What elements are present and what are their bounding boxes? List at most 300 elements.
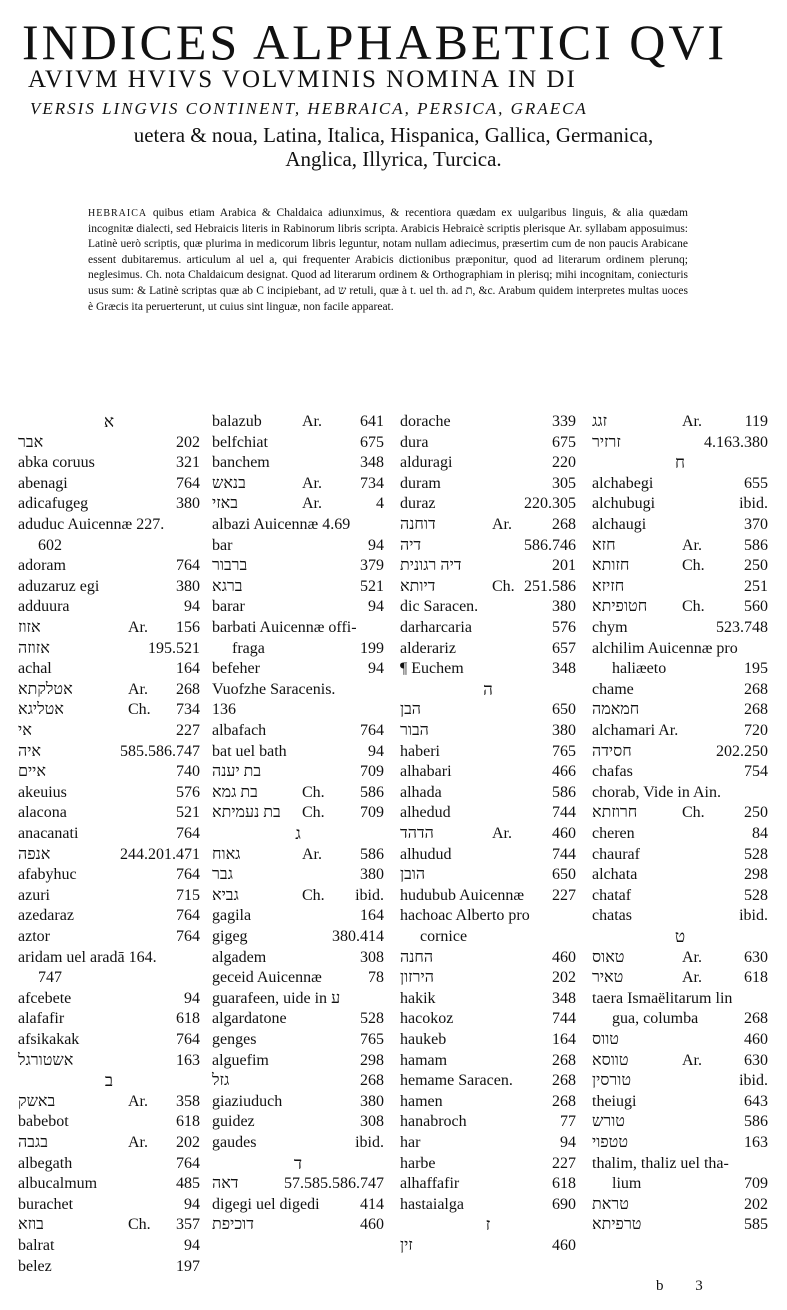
entry-page-number: 195 [744,660,768,677]
entry-page-number: 715 [176,887,200,904]
index-entry [18,783,200,803]
entry-page-number: 339 [552,413,576,430]
index-entry [18,886,200,906]
index-entry [592,639,768,659]
index-entry [592,948,768,968]
entry-page-number: 348 [552,660,576,677]
index-entry [400,721,576,741]
entry-term: זרזיר [592,434,621,451]
entry-page-number: 380.414 [332,928,384,945]
index-entry [18,536,200,556]
entry-term: hanabroch [400,1113,467,1130]
entry-page-number: 744 [552,1010,576,1027]
entry-page-number: 485 [176,1175,200,1192]
entry-term: אזוזה [18,640,50,657]
index-entry [400,1030,576,1050]
entry-page-number: 585 [744,1216,768,1233]
entry-language-tag: Ar. [302,413,322,430]
index-entry [400,948,576,968]
entry-page-number: 460 [552,949,576,966]
index-entry [18,659,200,679]
entry-term: haliæeto [612,660,667,677]
entry-term: balrat [18,1237,55,1254]
entry-page-number: 94 [368,598,384,615]
entry-page-number: 94 [560,1134,576,1151]
entry-term: afabyhuc [18,866,77,883]
entry-term: gaudes [212,1134,257,1151]
entry-page-number: 268 [176,681,200,698]
entry-term: אנפה [18,846,51,863]
index-entry [18,803,200,823]
entry-page-number: 197 [176,1258,200,1275]
entry-term: babebot [18,1113,69,1130]
entry-term: דוחנה [400,516,436,533]
index-entry [212,515,384,535]
entry-term: בנאש [212,475,246,492]
entry-term: דיה רגונית [400,557,462,574]
entry-page-number: 528 [360,1010,384,1027]
index-entry [212,845,384,865]
entry-page-number: 250 [744,557,768,574]
index-entry [212,680,384,700]
entry-term: אזוז [18,619,41,636]
entry-term: החנה [400,949,434,966]
entry-page-number: 94 [368,660,384,677]
entry-term: ברבור [212,557,248,574]
entry-page-number: 202 [744,1196,768,1213]
index-entry [18,1154,200,1174]
entry-term: alhudud [400,846,452,863]
entry-term: adduura [18,598,70,615]
entry-term: גזל [212,1072,230,1089]
entry-term: אשטורגל [18,1052,74,1069]
section-letter: ד [293,1154,303,1173]
index-entry [592,1215,768,1235]
entry-page-number: 586 [744,1113,768,1130]
entry-page-number: 77 [560,1113,576,1130]
entry-term: algardatone [212,1010,287,1027]
entry-language-tag: Ch. [302,887,325,904]
index-entry [400,1236,576,1256]
entry-term: טורסין [592,1072,631,1089]
entry-term: איה [18,743,41,760]
entry-page-number: 268 [552,1052,576,1069]
entry-page-number: 164 [552,1031,576,1048]
entry-term: alchamari Ar. [592,722,679,739]
entry-term: הירזון [400,969,434,986]
entry-term: טרפיתא [592,1216,642,1233]
section-letter: ה [483,680,493,699]
entry-term: adicafugeg [18,495,89,512]
section-letter: ח [674,453,686,472]
entry-page-number: 466 [552,763,576,780]
entry-term: chataf [592,887,632,904]
index-entry [592,618,768,638]
entry-term: דיותא [400,578,436,595]
entry-page-number: 657 [552,640,576,657]
entry-term: duraz [400,495,436,512]
entry-term: חזיזא [592,578,625,595]
index-entry [400,659,576,679]
index-entry [18,742,200,762]
entry-term: duram [400,475,441,492]
index-entry [592,865,768,885]
entry-term: albafach [212,722,267,739]
entry-language-tag: Ar. [302,846,322,863]
entry-term: alchubugi [592,495,656,512]
index-entry [400,453,576,473]
entry-page-number: 348 [552,990,576,1007]
index-entry [18,433,200,453]
index-entry [212,927,384,947]
entry-language-tag: Ar. [128,619,148,636]
index-entry [592,1154,768,1174]
entry-page-number: 650 [552,701,576,718]
entry-term: balazub [212,413,262,430]
entry-term: azedaraz [18,907,74,924]
entry-term: גאוח [212,846,241,863]
index-entry [212,989,384,1009]
entry-term: chafas [592,763,633,780]
index-entry [212,1133,384,1153]
entry-page-number: 643 [744,1093,768,1110]
index-entry [212,1071,384,1091]
entry-language-tag: Ar. [302,475,322,492]
entry-term: theiugi [592,1093,637,1110]
entry-term: hastaialga [400,1196,464,1213]
entry-page-number: 380 [176,578,200,595]
index-entry [400,803,576,823]
entry-page-number: 764 [176,1031,200,1048]
entry-term: abka coruus [18,454,95,471]
entry-page-number: 734 [176,701,200,718]
entry-term: lium [612,1175,642,1192]
index-entry [400,845,576,865]
entry-term: זגג [592,413,608,430]
index-entry [592,824,768,844]
index-entry [212,577,384,597]
entry-page-number: 119 [744,413,768,430]
index-entry [592,556,768,576]
index-entry [592,515,768,535]
index-entry [592,803,768,823]
entry-page-number: 764 [176,1155,200,1172]
entry-term: בגבה [18,1134,48,1151]
entry-page-number: 94 [184,990,200,1007]
index-entry [400,536,576,556]
entry-page-number: 202 [552,969,576,986]
entry-page-number: 521 [176,804,200,821]
index-entry [212,597,384,617]
entry-term: דאה [212,1175,239,1192]
entry-page-number: 201 [552,557,576,574]
entry-language-tag: Ch. [682,804,705,821]
entry-language-tag: Ar. [128,1093,148,1110]
entry-page-number: 720 [744,722,768,739]
entry-term: cornice [420,928,468,945]
entry-page-number: 268 [552,1093,576,1110]
entry-term: befeher [212,660,260,677]
entry-term: bat uel bath [212,743,287,760]
entry-page-number: 358 [176,1093,200,1110]
entry-term: hemame Saracen. [400,1072,513,1089]
entry-term: alchilim Auicennæ pro [592,640,738,657]
index-entry [400,1071,576,1091]
entry-page-number: 164 [360,907,384,924]
entry-term: alchaugi [592,516,647,533]
entry-page-number: 308 [360,949,384,966]
entry-term: חמאמה [592,701,640,718]
entry-page-number: 764 [176,825,200,842]
index-entry [212,1195,384,1215]
entry-page-number: 298 [744,866,768,883]
entry-page-number: 764 [176,475,200,492]
entry-term: belez [18,1258,52,1275]
entry-term: alchabegi [592,475,654,492]
index-entry [18,680,200,700]
index-entry [400,742,576,762]
entry-term: giaziuduch [212,1093,283,1110]
entry-page-number: 268 [744,701,768,718]
index-entry [592,1051,768,1071]
entry-page-number: 709 [744,1175,768,1192]
index-entry [18,1215,200,1235]
entry-language-tag: Ar. [682,949,702,966]
entry-term: afsikakak [18,1031,80,1048]
entry-term: 136 [212,701,236,718]
index-entry [400,700,576,720]
intro-text: quibus etiam Arabica & Chaldaica adiunximus, & recentiora quædam ex uulgaribus linguis, & alia quædam incognitæ dialecti, sed Hebraicis literis in Rabinorum libris scripta. Arabicis Hebraicè scriptis plerisque Ar. syllabam apposuimus: Latinè uerò scriptis, quæ plurima in medicorum libris leguntur, notam nullam adiecimus, præsertim cum de non paucis Arabicane essent dubitaremus. articulum al uel a, qui frequenter Arabicis dictionibus præponitur, quod ad literarum ordinem plerunq; neglesimus. Ch. nota Chaldaicum designat. Quod ad literarum ordinem & Orthographiam in plerisq; mihi incognitam, coniecturis usus sum: & Latinè scriptas quæ ab C incipiebant, ad ש retuli, quæ à t. uel th. ad ת, &c. Arabum quidem interpretes multas uoces è Græcis ita peruerterunt, ut cuius sint linguæ, non facile appareat. [88,207,688,313]
entry-term: alhabari [400,763,452,780]
entry-term: זין [400,1237,413,1254]
entry-page-number: 744 [552,804,576,821]
entry-page-number: 528 [744,887,768,904]
entry-page-number: 618 [552,1175,576,1192]
entry-page-number: 268 [552,516,576,533]
entry-page-number: 641 [360,413,384,430]
entry-page-number: 268 [360,1072,384,1089]
section-letter: ז [485,1215,491,1234]
entry-page-number: 655 [744,475,768,492]
index-entry [592,433,768,453]
entry-language-tag: Ar. [492,825,512,842]
entry-page-number: 195.521 [148,640,200,657]
entry-term: alhedud [400,804,451,821]
index-entry [18,1112,200,1132]
entry-page-number: 734 [360,475,384,492]
index-entry [400,556,576,576]
entry-page-number: 370 [744,516,768,533]
entry-term: hudubub Auicennæ [400,887,524,904]
entry-term: dura [400,434,429,451]
entry-term: guarafeen, uide in ע [212,990,341,1007]
index-entry [212,968,384,988]
index-entry [18,824,200,844]
entry-term: חזא [592,537,616,554]
entry-term: afcebete [18,990,72,1007]
entry-term: hacokoz [400,1010,454,1027]
index-entry [18,865,200,885]
entry-language-tag: Ch. [128,1216,151,1233]
entry-term: akeuius [18,784,67,801]
index-entry [400,639,576,659]
entry-term: bar [212,537,233,554]
index-entry [592,906,768,926]
index-entry [592,886,768,906]
index-entry [400,1174,576,1194]
entry-term: 602 [38,537,62,554]
entry-page-number: 268 [552,1072,576,1089]
entry-page-number: 380 [552,722,576,739]
entry-page-number: 4.163.380 [704,434,768,451]
entry-term: דיה [400,537,422,554]
index-entry [212,1030,384,1050]
index-entry [18,618,200,638]
index-entry [400,474,576,494]
entry-page-number: ibid. [739,1072,768,1089]
entry-term: hamam [400,1052,448,1069]
entry-language-tag: Ch. [682,557,705,574]
index-entry [18,762,200,782]
index-entry [400,1009,576,1029]
index-entry [400,412,576,432]
index-entry [18,927,200,947]
entry-term: הובן [400,866,426,883]
index-entry [400,1154,576,1174]
entry-page-number: 250 [744,804,768,821]
entry-page-number: 227 [176,722,200,739]
entry-term: אבר [18,434,44,451]
entry-term: darharcaria [400,619,472,636]
index-entry [18,968,200,988]
entry-term: הבור [400,722,429,739]
entry-page-number: 414 [360,1196,384,1213]
entry-page-number: 586 [360,846,384,863]
index-entry [400,1133,576,1153]
entry-term: guidez [212,1113,255,1130]
index-entry [592,1174,768,1194]
entry-language-tag: Ch. [492,578,515,595]
index-entry [592,412,768,432]
entry-page-number: 244.201.471 [120,846,200,863]
entry-term: דוכיפת [212,1216,254,1233]
entry-page-number: 4 [376,495,384,512]
entry-page-number: 380 [360,866,384,883]
entry-page-number: 94 [184,598,200,615]
entry-page-number: 521 [360,578,384,595]
entry-term: dorache [400,413,451,430]
entry-page-number: 379 [360,557,384,574]
index-entry [400,886,576,906]
entry-term: haberi [400,743,440,760]
index-entry [18,515,200,535]
index-entry [400,927,576,947]
index-entry [18,1009,200,1029]
intro-lead: HEBRAICA [88,208,148,219]
entry-term: albazi Auicennæ 4.69 [212,516,351,533]
entry-page-number: 765 [552,743,576,760]
entry-page-number: 460 [360,1216,384,1233]
entry-term: חרוזתא [592,804,638,821]
index-entry [18,721,200,741]
entry-term: thalim, thaliz uel tha- [592,1155,729,1172]
entry-term: aztor [18,928,50,945]
entry-page-number: 298 [360,1052,384,1069]
entry-page-number: 740 [176,763,200,780]
entry-term: burachet [18,1196,74,1213]
entry-term: גביא [212,887,239,904]
index-entry [212,494,384,514]
entry-term: alafafir [18,1010,65,1027]
entry-term: dic Saracen. [400,598,479,615]
entry-term: hachoac Alberto pro [400,907,530,924]
entry-page-number: 348 [360,454,384,471]
index-entry [212,433,384,453]
entry-term: טווס [592,1031,619,1048]
entry-term: טאיר [592,969,624,986]
entry-term: haukeb [400,1031,447,1048]
index-entry [400,577,576,597]
index-entry [400,968,576,988]
index-entry [592,989,768,1009]
index-entry [400,515,576,535]
intro-paragraph [88,206,688,315]
entry-page-number: 650 [552,866,576,883]
entry-term: gua, columba [612,1010,699,1027]
entry-term: אי [18,722,32,739]
index-entry [592,845,768,865]
header-line-4: uetera & noua, Latina, Italica, Hispanica, Gallica, Germanica, [133,123,654,147]
index-entry [18,700,200,720]
entry-term: alacona [18,804,67,821]
entry-page-number: 380 [552,598,576,615]
entry-page-number: 202 [176,1134,200,1151]
entry-term: barar [212,598,245,615]
entry-language-tag: Ar. [682,413,702,430]
index-entry [212,865,384,885]
entry-page-number: 585.586.747 [120,743,200,760]
entry-page-number: 251.586 [524,578,576,595]
entry-language-tag: Ar. [682,1052,702,1069]
entry-page-number: 164 [176,660,200,677]
entry-term: gigeg [212,928,248,945]
entry-page-number: 227 [552,1155,576,1172]
index-entry [18,989,200,1009]
index-entry [592,1071,768,1091]
entry-term: fraga [232,640,265,657]
entry-term: hamen [400,1093,443,1110]
entry-page-number: 764 [176,928,200,945]
entry-page-number: 586 [360,784,384,801]
entry-language-tag: Ch. [302,804,325,821]
entry-page-number: 618 [176,1010,200,1027]
entry-term: חסידה [592,743,632,760]
index-entry [400,989,576,1009]
entry-page-number: 523.748 [716,619,768,636]
index-entry [592,968,768,988]
entry-language-tag: Ar. [682,969,702,986]
entry-term: digegi uel digedi [212,1196,320,1213]
entry-page-number: 156 [176,619,200,636]
entry-language-tag: Ch. [128,701,151,718]
entry-page-number: 163 [176,1052,200,1069]
index-entry [18,556,200,576]
index-entry [212,618,384,638]
index-entry [212,721,384,741]
index-entry [212,1092,384,1112]
index-entry [212,453,384,473]
entry-term: באשק [18,1093,56,1110]
